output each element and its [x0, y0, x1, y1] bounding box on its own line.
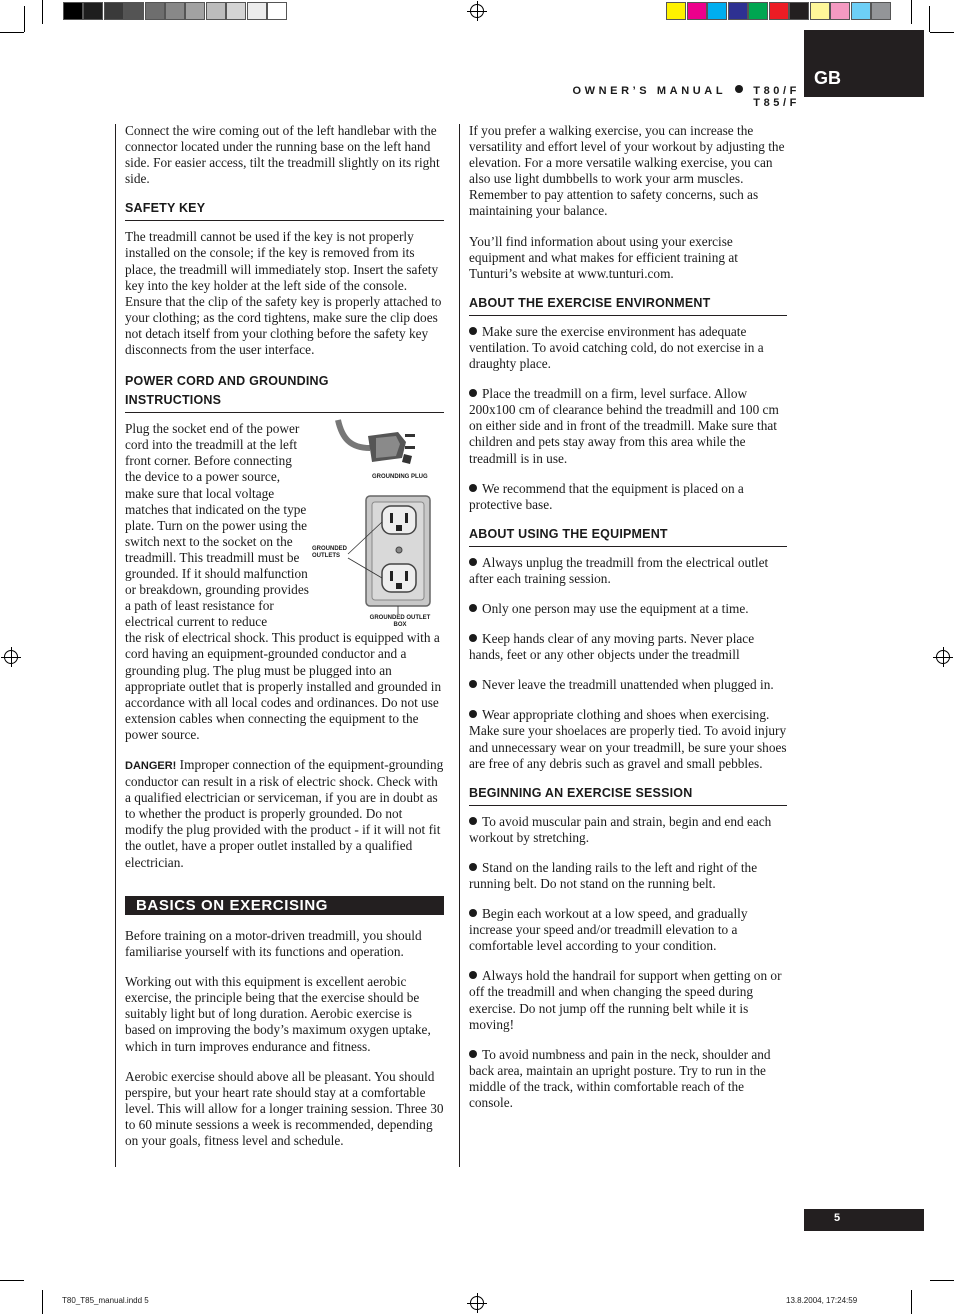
- grounding-illustration: [310, 418, 442, 632]
- gray-swatch: [206, 2, 226, 20]
- bullet-icon: [469, 558, 477, 566]
- safety-key-heading: SAFETY KEY: [125, 199, 444, 221]
- column-divider: [115, 124, 116, 1167]
- color-swatch: [810, 2, 830, 20]
- bullet-separator-icon: [735, 85, 743, 93]
- bullet-text: Only one person may use the equipment at a time.: [482, 600, 749, 616]
- crop-mark: [930, 32, 954, 33]
- power-cord-paragraph-full: the risk of electrical shock. This product is equipped with a cord having an equipment-grounded conductor and a grounding plug. The plug must be plugged into an appropriate outlet that is properly installed and grounded in accordance with all local codes and ordinances. Do not use extension cables when connecting the equipment to the power source.: [125, 630, 442, 742]
- bullet-text: To avoid muscular pain and strain, begin and end each workout by stretching.: [469, 813, 772, 845]
- registration-mark-icon: [470, 4, 484, 18]
- gray-swatch: [247, 2, 267, 20]
- grounded-outlets-label: GROUNDED OUTLETS: [312, 546, 348, 559]
- crop-mark: [42, 1290, 43, 1314]
- bullet-icon: [469, 604, 477, 612]
- bullet-text: To avoid numbness and pain in the neck, shoulder and back area, maintain an upright posture. Try to run in the middle of the track, within comfortable reach of the console.: [469, 1046, 771, 1111]
- crop-mark: [930, 1280, 954, 1281]
- color-swatch: [707, 2, 727, 20]
- using-bullet: [469, 707, 787, 771]
- session-bullet: [469, 814, 787, 846]
- bullet-icon: [469, 863, 477, 871]
- color-swatch: [666, 2, 686, 20]
- gray-swatch: [165, 2, 185, 20]
- bullet-text: Never leave the treadmill unattended when plugged in.: [482, 677, 774, 693]
- session-bullet: [469, 968, 787, 1032]
- right-column: [469, 123, 787, 1125]
- bullet-icon: [469, 634, 477, 642]
- session-bullet: [469, 906, 787, 954]
- environment-bullet: [469, 324, 787, 372]
- language-tab: [804, 30, 924, 97]
- crop-mark: [0, 1280, 24, 1281]
- color-swatch: [830, 2, 850, 20]
- crop-mark: [24, 6, 25, 32]
- crop-mark: [911, 1290, 912, 1314]
- using-bullet: [469, 677, 787, 693]
- bullet-icon: [469, 971, 477, 979]
- danger-text: Improper connection of the equipment-grounding conductor can result in a risk of electric shock. Check with a qualified electrician or serviceman, if you are in doubt as to whether the product is properly grounded. Do not modify the plug provided with the product - if it will not fit the outlet, have a proper outlet installed by a qualified electrician.: [125, 757, 444, 870]
- safety-key-paragraph: The treadmill cannot be used if the key is not properly installed on the console; if the key is removed from its place, the treadmill will immediately stop. Insert the safety key into the key holder at the left side of the console. Ensure that the clip of the safety key is properly attached to your clothing; as the cord tightens, make sure the clip does not detach itself from your clothing before the safety key disconnects from the user interface.: [125, 229, 442, 358]
- page-number-tab: [804, 1209, 924, 1231]
- gray-swatch: [226, 2, 246, 20]
- gray-swatch: [83, 2, 103, 20]
- bullet-text: Stand on the landing rails to the left and right of the running belt. Do not stand on the running belt.: [469, 859, 758, 891]
- bullet-icon: [469, 817, 477, 825]
- power-cord-heading: [125, 372, 444, 413]
- using-bullet: [469, 555, 787, 587]
- language-tab-label: GB: [814, 68, 841, 88]
- color-swatch: [789, 2, 809, 20]
- column-divider: [459, 124, 460, 1167]
- basics-paragraph: Aerobic exercise should above all be pleasant. You should perspire, but your heart rate should stay at a comfortable level. This will allow for a longer training session. Three 30 to 60 minute sessions a week is recommended, depending on your goals, fitness level and schedule.: [125, 1068, 444, 1149]
- gray-swatch: [104, 2, 124, 20]
- color-swatch: [687, 2, 707, 20]
- bullet-icon: [469, 680, 477, 688]
- color-swatch: [748, 2, 768, 20]
- slug-filename: T80_T85_manual.indd 5: [62, 1296, 149, 1305]
- bullet-text: Keep hands clear of any moving parts. Never place hands, feet or any other objects under the treadmill: [469, 631, 755, 663]
- basics-on-exercising-heading: BASICS ON EXERCISING: [125, 896, 444, 915]
- environment-bullet: [469, 481, 787, 513]
- power-cord-heading-line1: POWER CORD AND GROUNDING: [125, 374, 329, 389]
- crop-mark: [0, 32, 24, 33]
- danger-label: DANGER!: [125, 760, 177, 772]
- using-heading: ABOUT USING THE EQUIPMENT: [469, 525, 787, 547]
- registration-mark-icon: [470, 1296, 484, 1310]
- running-header: [520, 85, 800, 109]
- gray-swatch: [124, 2, 144, 20]
- page-number: 5: [834, 1212, 841, 1224]
- environment-heading: ABOUT THE EXERCISE ENVIRONMENT: [469, 294, 787, 316]
- bullet-icon: [469, 389, 477, 397]
- grounding-plug-label: GROUNDING PLUG: [372, 474, 428, 480]
- bullet-icon: [469, 327, 477, 335]
- bullet-text: Make sure the exercise environment has adequate ventilation. To avoid catching cold, do not exercise in a draughty place.: [469, 323, 764, 372]
- basics-column: [125, 928, 444, 1163]
- session-heading: BEGINNING AN EXERCISE SESSION: [469, 784, 787, 806]
- bullet-text: We recommend that the equipment is placed on a protective base.: [469, 480, 744, 512]
- power-cord-heading-line2: INSTRUCTIONS: [125, 393, 222, 408]
- grounded-outlet-box-label: GROUNDED OUTLET BOX: [369, 615, 431, 628]
- basics-paragraph: Before training on a motor-driven treadmill, you should familiarise yourself with its functions and operation.: [125, 928, 422, 960]
- danger-paragraph: [125, 757, 444, 871]
- bullet-text: Begin each workout at a low speed, and gradually increase your speed and/or treadmill elevation to a comfortable level according to your condition.: [469, 906, 748, 954]
- manual-title: OWNER’S MANUAL: [572, 85, 726, 97]
- bullet-text: Place the treadmill on a firm, level surface. Allow 200x100 cm of clearance behind the treadmill and 100 cm on either side and in front of the treadmill. Make sure that children and pets stay away from this area while the treadmill is in use.: [469, 386, 779, 466]
- using-bullet: [469, 631, 787, 663]
- slug-timestamp: 13.8.2004, 17:24:59: [786, 1296, 858, 1305]
- website-paragraph: You’ll find information about using your exercise equipment and what makes for efficient training at Tunturi’s website at www.tunturi.com.: [469, 233, 738, 281]
- session-bullet: [469, 860, 787, 892]
- model-number: T80/F T85/F: [753, 85, 800, 109]
- walking-paragraph: If you prefer a walking exercise, you can increase the versatility and effort level of your workout by adjusting the elevation. For a more versatile walking exercise, you can also use light dumbbells to work your arm muscles. Remember to pay attention to safety concerns, such as maintaining your balance.: [469, 123, 785, 219]
- crop-mark: [42, 0, 43, 24]
- bullet-icon: [469, 484, 477, 492]
- color-swatch: [871, 2, 891, 20]
- bullet-text: Wear appropriate clothing and shoes when exercising. Make sure your shoelaces are properly tied. To avoid injury and unnecessary wear on your treadmill, be sure your shoes are free of any debris such as gravel and small pebbles.: [469, 707, 787, 771]
- color-swatch: [728, 2, 748, 20]
- environment-bullet: [469, 386, 787, 466]
- color-swatch: [769, 2, 789, 20]
- registration-mark-icon: [936, 650, 950, 664]
- session-bullet: [469, 1047, 787, 1111]
- gray-swatch: [63, 2, 83, 20]
- bullet-icon: [469, 1050, 477, 1058]
- crop-mark: [911, 0, 912, 24]
- bullet-text: Always hold the handrail for support when getting on or off the treadmill and when changing the speed during exercise. Do not jump off the running belt while it is moving!: [469, 968, 782, 1032]
- gray-swatch: [145, 2, 165, 20]
- bullet-text: Always unplug the treadmill from the electrical outlet after each training session.: [469, 554, 769, 586]
- power-cord-paragraph-wrapped: Plug the socket end of the power cord into the treadmill at the left front corner. Before connecting the device to a power source, make sure that local voltage matches that indicated on the type plate. Turn on the power using the switch next to the socket on the treadmill. This treadmill must be grounded. If it should malfunction or breakdown, grounding provides a path of least resistance for electrical current to reduce: [125, 421, 309, 630]
- basics-paragraph: Working out with this equipment is excellent aerobic exercise, the principle being that the exercise should be suitably light but of long duration. Aerobic exercise is based on improving the body’s maximum oxygen uptake, which in turn improves endurance and fitness.: [125, 974, 431, 1054]
- registration-mark-icon: [4, 650, 18, 664]
- intro-paragraph: Connect the wire coming out of the left handlebar with the connector located under the running base on the left hand side. For easier access, tilt the treadmill slightly on its right side.: [125, 123, 440, 187]
- gray-swatch: [185, 2, 205, 20]
- gray-swatch: [267, 2, 287, 20]
- crop-mark: [929, 6, 930, 32]
- using-bullet: [469, 601, 787, 617]
- bullet-icon: [469, 909, 477, 917]
- color-swatch: [851, 2, 871, 20]
- grounding-plug-outlet-image: [310, 418, 442, 632]
- bullet-icon: [469, 710, 477, 718]
